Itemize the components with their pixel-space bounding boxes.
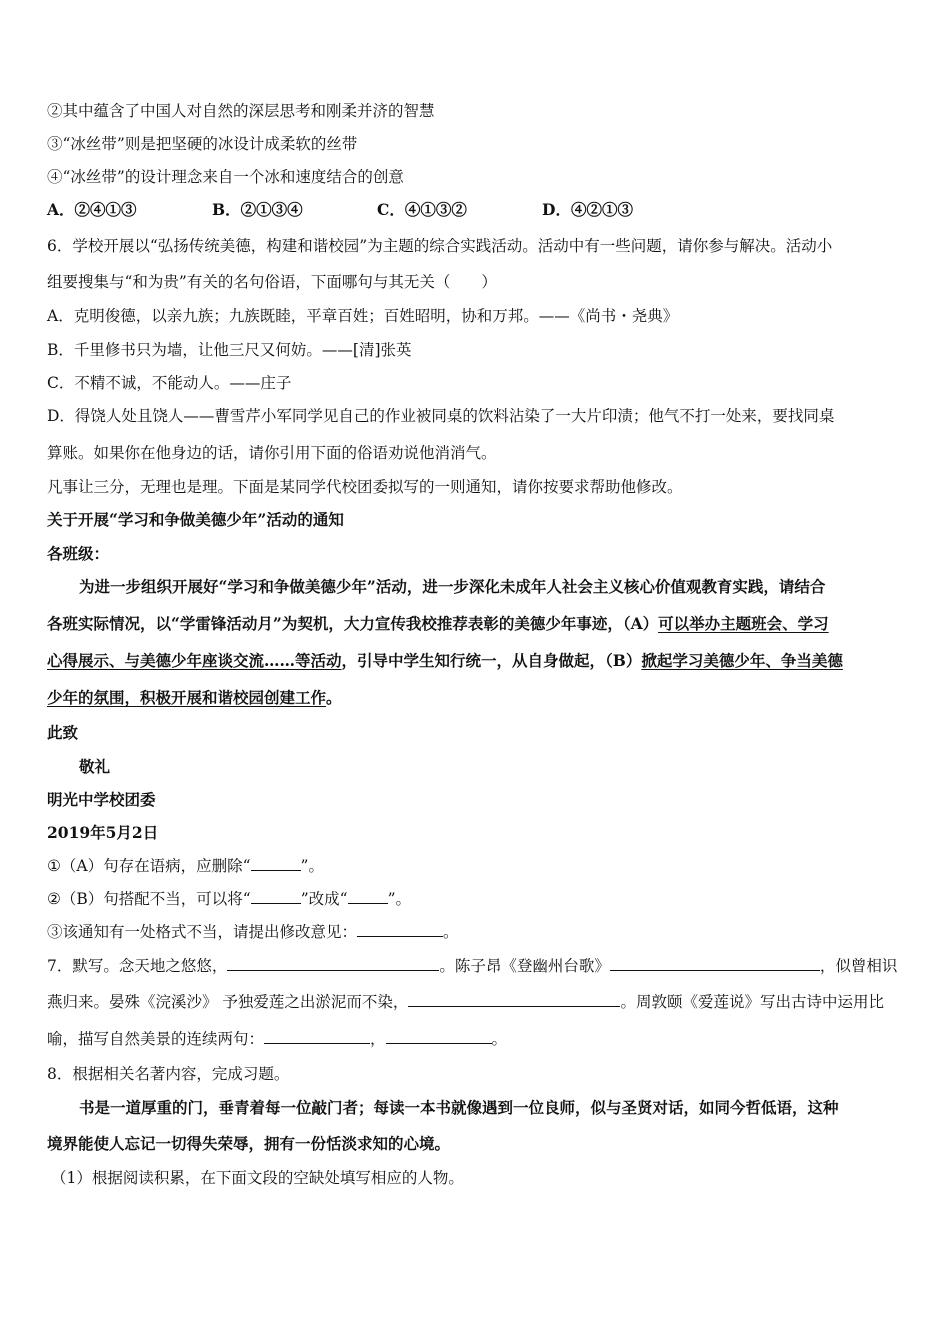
notice-date: 2019年5月2日 bbox=[47, 823, 159, 842]
sentence-a-underlined: 心得展示、与美德少年座谈交流……等活动 bbox=[47, 651, 342, 670]
subquestion-3 bbox=[47, 922, 459, 942]
q5-item-2: ②其中蕴含了中国人对自然的深层思考和刚柔并济的智慧 bbox=[47, 102, 435, 120]
answer-blank[interactable] bbox=[408, 992, 620, 1007]
answer-blank[interactable] bbox=[251, 856, 301, 871]
q6-stem-line-1: 6．学校开展以“弘扬传统美德，构建和谐校园”为主题的综合实践活动。活动中有一些问题，请你参与解决。活动小 bbox=[47, 237, 833, 255]
q8-subquestion-1: （1）根据阅读积累，在下面文段的空缺处填写相应的人物。 bbox=[51, 1169, 464, 1187]
subquestion-text: ③该通知有一处格式不当，请提出修改意见： bbox=[47, 923, 358, 941]
subquestion-text: ①（A）句存在语病，应删除“ bbox=[47, 857, 251, 875]
q7-text: 燕归来。晏殊《浣溪沙》 予独爱莲之出淤泥而不染， bbox=[47, 993, 409, 1011]
q5-option-d: D．④②①③ bbox=[542, 200, 633, 219]
q7-text: 。 bbox=[491, 1030, 508, 1048]
sentence-a-underlined: 可以举办主题班会、学习 bbox=[658, 614, 829, 633]
q8-stem: 8．根据相关名著内容，完成习题。 bbox=[47, 1065, 290, 1083]
q6-option-c: C．不精不诚，不能动人。——庄子 bbox=[47, 374, 292, 392]
q7-text: 7．默写。念天地之悠悠， bbox=[47, 957, 228, 975]
subquestion-2 bbox=[47, 889, 411, 909]
q7-line-1 bbox=[47, 956, 897, 976]
q7-text: ，似曾相识 bbox=[819, 957, 898, 975]
answer-blank[interactable] bbox=[357, 922, 443, 937]
q5-option-a: A．②④①③ bbox=[47, 200, 137, 219]
notice-text: ，引导中学生知行统一，从自身做起，（B） bbox=[341, 651, 642, 670]
subquestion-text: ”改成“ bbox=[300, 890, 348, 908]
sentence-b-underlined: 少年的氛围，积极开展和谐校园创建工作 bbox=[47, 688, 327, 707]
q6-option-d-line-1: D．得饶人处且饶人——曹雪芹小军同学见自己的作业被同桌的饮料沾染了一大片印渍；他气不打一处来，要找同桌 bbox=[47, 407, 835, 425]
subquestion-text: ②（B）句搭配不当，可以将“ bbox=[47, 890, 251, 908]
q8-passage-line-1: 书是一道厚重的门，垂青着每一位敲门者；每读一本书就像遇到一位良师，似与圣贤对话，如同今哲低语，这种 bbox=[79, 1098, 839, 1117]
notice-paragraph-line-1: 为进一步组织开展好“学习和争做美德少年”活动，进一步深化未成年人社会主义核心价值观教育实践，请结合 bbox=[79, 577, 826, 596]
subquestion-text: ”。 bbox=[300, 857, 324, 875]
notice-paragraph-line-2 bbox=[47, 614, 829, 634]
notice-signer: 明光中学校团委 bbox=[47, 790, 156, 809]
q7-text: ， bbox=[370, 1030, 386, 1048]
sentence-b-underlined: 掀起学习美德少年、争当美德 bbox=[641, 651, 843, 670]
q7-line-3 bbox=[47, 1029, 507, 1049]
notice-text: 。 bbox=[326, 688, 342, 707]
notice-text: 各班实际情况，以“学雷锋活动月”为契机，大力宣传我校推荐表彰的美德少年事迹，（A） bbox=[47, 614, 659, 633]
q8-passage-line-2: 境界能使人忘记一切得失荣辱，拥有一份恬淡求知的心境。 bbox=[47, 1134, 451, 1153]
notice-salutation: 各班级： bbox=[47, 544, 110, 563]
q5-option-b: B．②①③④ bbox=[212, 200, 303, 219]
q5-option-c: C．④①③② bbox=[377, 200, 467, 219]
q7-line-2 bbox=[47, 992, 884, 1012]
q7-text: 。陈子昂《登幽州台歌》 bbox=[439, 957, 610, 975]
answer-blank[interactable] bbox=[227, 956, 439, 971]
q7-text: 。周敦颐《爱莲说》写出古诗中运用比 bbox=[620, 993, 884, 1011]
subquestion-text: 。 bbox=[443, 923, 459, 941]
answer-blank[interactable] bbox=[386, 1029, 492, 1044]
notice-closing-1: 此致 bbox=[47, 723, 79, 742]
q5-item-3: ③“冰丝带”则是把坚硬的冰设计成柔软的丝带 bbox=[47, 135, 358, 153]
notice-paragraph-line-3 bbox=[47, 651, 843, 671]
q6-option-b: B．千里修书只为墙，让他三尺又何妨。——[清]张英 bbox=[47, 341, 412, 359]
notice-closing-2: 敬礼 bbox=[79, 757, 111, 776]
q6-stem-line-2: 组要搜集与“和为贵”有关的名句俗语，下面哪句与其无关（ ） bbox=[47, 273, 497, 291]
answer-blank[interactable] bbox=[251, 889, 301, 904]
q7-text: 喻，描写自然美景的连续两句： bbox=[47, 1030, 265, 1048]
subquestion-1 bbox=[47, 856, 324, 876]
notice-title: 关于开展“学习和争做美德少年”活动的通知 bbox=[47, 510, 344, 529]
answer-blank[interactable] bbox=[348, 889, 388, 904]
q6-option-d-line-2: 算账。如果你在他身边的话，请你引用下面的俗语劝说他消消气。 bbox=[47, 444, 497, 462]
q5-options bbox=[47, 200, 633, 220]
subquestion-text: ”。 bbox=[387, 890, 412, 908]
answer-blank[interactable] bbox=[264, 1029, 370, 1044]
q6-saying: 凡事让三分，无理也是理。下面是某同学代校团委拟写的一则通知，请你按要求帮助他修改。 bbox=[47, 478, 683, 496]
answer-blank[interactable] bbox=[610, 956, 820, 971]
q5-item-4: ④“冰丝带”的设计理念来自一个冰和速度结合的创意 bbox=[47, 168, 404, 186]
notice-paragraph-line-4 bbox=[47, 688, 342, 708]
q6-option-a: A．克明俊德，以亲九族；九族既睦，平章百姓；百姓昭明，协和万邦。——《尚书・尧典》 bbox=[47, 307, 679, 325]
